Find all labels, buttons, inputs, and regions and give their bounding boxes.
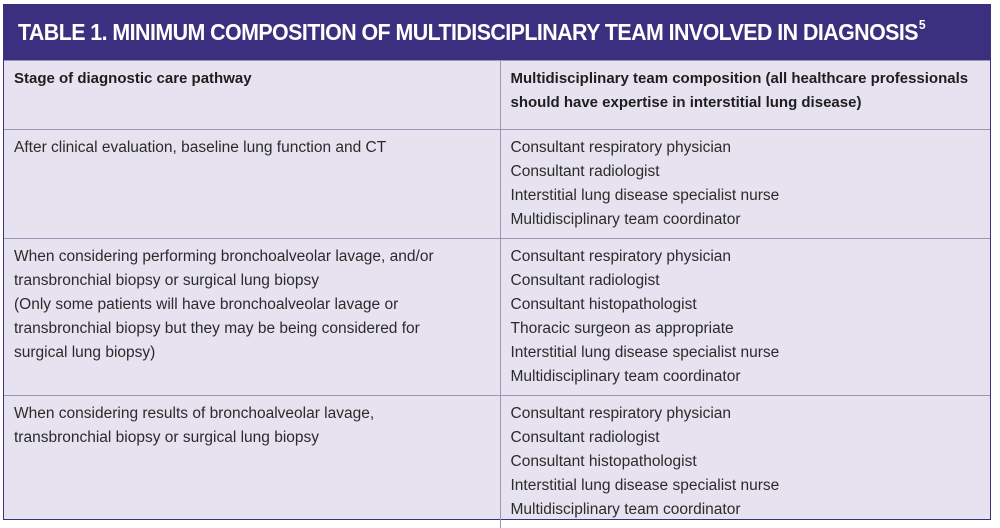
stage-line: When considering performing bronchoalveolar lavage, and/or [14, 245, 490, 269]
stage-line: transbronchial biopsy or surgical lung biopsy [14, 269, 490, 293]
stage-line: surgical lung biopsy) [14, 341, 490, 365]
composition-table [3, 4, 991, 520]
team-member: Interstitial lung disease specialist nurse [511, 184, 981, 208]
table-title-text: TABLE 1. MINIMUM COMPOSITION OF MULTIDISCIPLINARY TEAM INVOLVED IN DIAGNOSIS [18, 19, 918, 45]
team-member: Consultant respiratory physician [511, 136, 981, 160]
team-member: Consultant radiologist [511, 426, 981, 450]
header-row [4, 61, 990, 130]
stage-line: After clinical evaluation, baseline lung function and CT [14, 136, 490, 160]
stage-line: (Only some patients will have bronchoalveolar lavage or [14, 293, 490, 317]
stage-cell [4, 396, 500, 528]
stage-cell [4, 239, 500, 396]
team-member: Consultant radiologist [511, 160, 981, 184]
table-row [4, 239, 990, 396]
table-title [18, 19, 925, 46]
team-member: Consultant respiratory physician [511, 245, 981, 269]
team-member: Consultant histopathologist [511, 293, 981, 317]
team-cell [500, 239, 990, 396]
title-footnote-marker: 5 [919, 17, 925, 32]
stage-cell [4, 130, 500, 239]
stage-line: transbronchial biopsy or surgical lung biopsy [14, 426, 490, 450]
team-table [4, 60, 990, 528]
header-stage-label: Stage of diagnostic care pathway [14, 70, 252, 87]
team-member: Multidisciplinary team coordinator [511, 498, 981, 522]
header-team-composition [500, 61, 990, 130]
team-member: Consultant histopathologist [511, 450, 981, 474]
header-team-line-1: Multidisciplinary team composition (all healthcare professionals [511, 67, 981, 91]
team-member: Consultant radiologist [511, 269, 981, 293]
team-cell [500, 130, 990, 239]
header-team-line-2: should have expertise in interstitial lung disease) [511, 91, 981, 115]
stage-line: transbronchial biopsy but they may be being considered for [14, 317, 490, 341]
header-stage [4, 61, 500, 130]
team-member: Multidisciplinary team coordinator [511, 365, 981, 389]
team-member: Interstitial lung disease specialist nurse [511, 341, 981, 365]
team-member: Thoracic surgeon as appropriate [511, 317, 981, 341]
table-row [4, 396, 990, 528]
stage-line: When considering results of bronchoalveolar lavage, [14, 402, 490, 426]
team-cell [500, 396, 990, 528]
table-title-bar [4, 5, 990, 60]
team-member: Consultant respiratory physician [511, 402, 981, 426]
table-row [4, 130, 990, 239]
team-member: Interstitial lung disease specialist nurse [511, 474, 981, 498]
team-member: Multidisciplinary team coordinator [511, 208, 981, 232]
